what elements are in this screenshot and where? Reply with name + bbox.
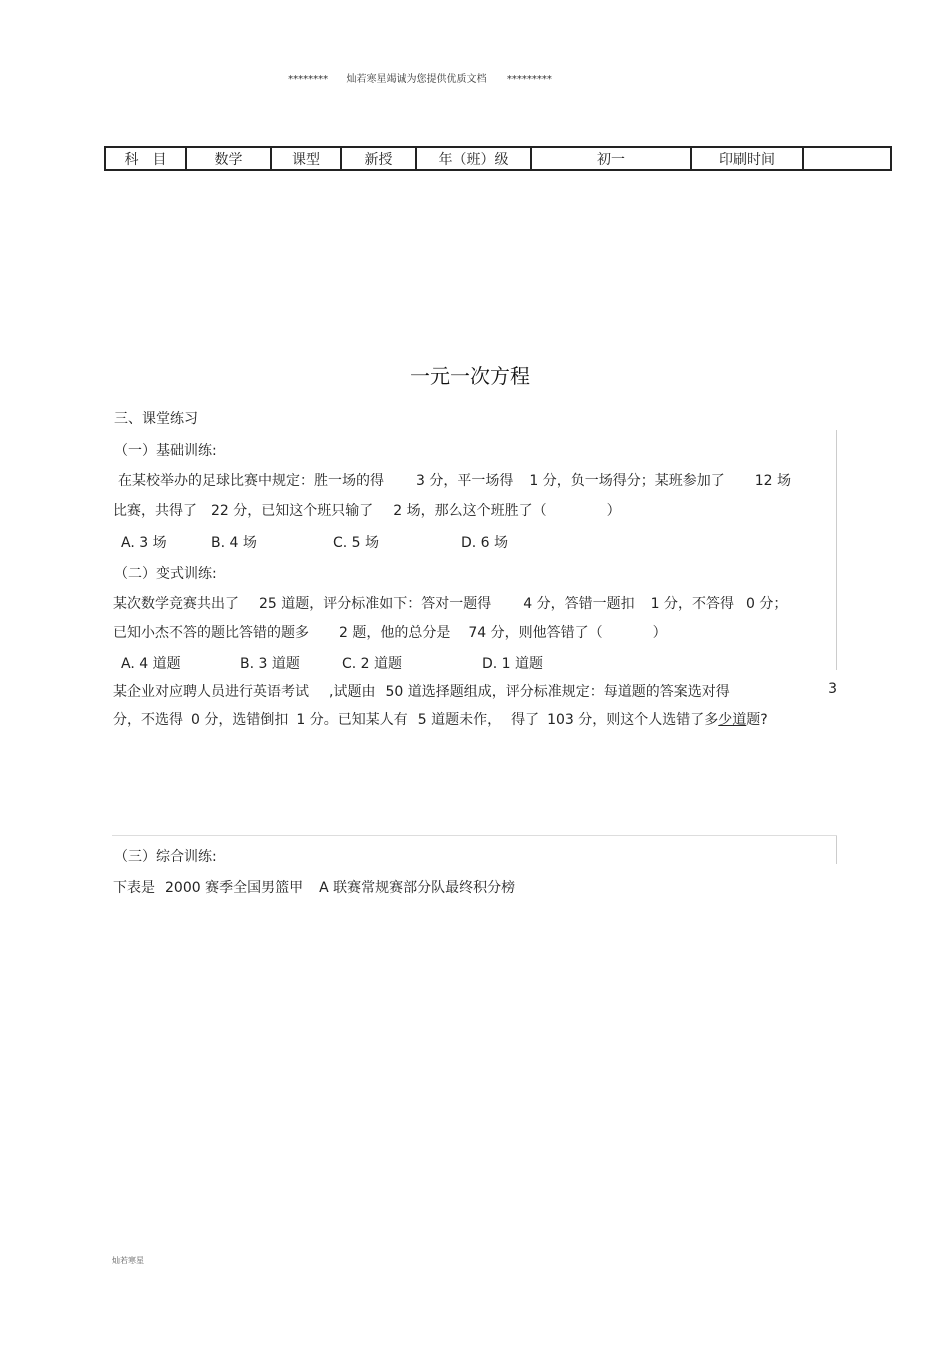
part1-option-a: A. 3 场 [121,535,167,551]
part1-line1-c: 1 分，负一场得分；某班参加了 [529,473,725,489]
part2-line1-a: 某次数学竞赛共出了 [113,596,239,612]
part1-option-b: B. 4 场 [211,535,257,551]
part2-heading: （二）变式训练: [114,566,217,582]
cell-grade-label: 年（班）级 [416,147,531,170]
part2-line1-e: 0 分； [745,596,788,612]
cell-print-time-label: 印刷时间 [691,147,803,170]
document-title: 一元一次方程 [410,364,530,388]
part2-line2-d: ） [652,625,667,641]
part2-line2-a: 已知小杰不答的题比答错的题多 [113,625,309,641]
problem-line2-f: 103 分，则这个人选错了多 [547,712,719,728]
problem-line1-a: 某企业对应聘人员进行英语考试 [113,684,309,700]
part1-line1-a: 在某校举办的足球比赛中规定：胜一场的得 [118,473,384,489]
part3-line1-c: A 联赛常规赛部分队最终积分榜 [319,880,516,896]
cell-subject-label: 科 目 [105,147,186,170]
part2-option-a: A. 4 道题 [121,656,181,672]
part2-line1 [113,593,787,613]
part2-line2-c: 74 分，则他答错了（ [468,625,603,641]
frame-line-right [836,430,837,670]
part1-line2-c: 2 场，那么这个班胜了（ [393,503,547,519]
part2-line2-b: 2 题，他的总分是 [339,625,451,641]
page-header [0,70,840,85]
part2-line2 [113,622,667,642]
part3-heading: （三）综合训练: [114,849,217,865]
part1-line2-d: ） [606,503,621,519]
part1-option-d: D. 6 场 [461,535,509,551]
problem-line1-c: 50 道选择题组成，评分标准规定：每道题的答案选对得 [385,684,730,700]
problem-line2-g: 题? [746,712,768,728]
problem-line2-e: 得了 [511,712,540,728]
cell-lesson-type-label: 课型 [271,147,341,170]
part1-line1-b: 3 分，平一场得 [416,473,514,489]
part1-line2-b: 22 分，已知这个班只输了 [211,503,374,519]
part2-line1-b: 25 道题，评分标准如下：答对一题得 [259,596,492,612]
problem-line2-c: 1 分。已知某人有 [296,712,408,728]
cell-lesson-type-value: 新授 [341,147,416,170]
part1-option-c: C. 5 场 [333,535,380,551]
problem-line2-d: 5 道题未作， [417,712,502,728]
header-text: 灿若寒星竭诚为您提供优质文档 [346,74,487,85]
part1-line1-d: 12 场 [754,473,791,489]
cell-grade-value: 初一 [531,147,691,170]
part1-line1 [118,470,791,490]
problem-line1-d: 3 [828,681,837,697]
part2-problem-line2 [113,709,768,729]
part2-option-d: D. 1 道题 [482,656,544,672]
part1-line2-a: 比赛，共得了 [113,503,197,519]
header-stars-right: ********* [506,74,552,85]
problem-line2-b: 0 分，选错倒扣 [191,712,289,728]
part2-option-b: B. 3 道题 [240,656,300,672]
part2-line1-d: 1 分，不答得 [650,596,734,612]
part3-line1 [113,877,515,897]
problem-line2-underlined: 少道 [718,712,747,728]
part2-line1-c: 4 分，答错一题扣 [523,596,635,612]
course-info-table [104,146,892,171]
divider-line [112,835,837,836]
problem-line1-b: ,试题由 [329,684,376,700]
section-heading: 三、课堂练习 [114,411,198,427]
part1-line2 [113,500,621,520]
cell-print-time-value [803,147,891,170]
problem-line2-a: 分，不选得 [113,712,183,728]
frame-line-right-lower [836,836,837,864]
part1-heading: （一）基础训练: [114,443,217,459]
part2-problem-line1 [113,681,837,701]
page-footer: 灿若寒星 [112,1256,144,1265]
header-stars-left: ******** [288,74,329,85]
part2-option-c: C. 2 道题 [342,656,403,672]
part3-line1-b: 2000 赛季全国男篮甲 [165,880,304,896]
part3-line1-a: 下表是 [113,880,155,896]
cell-subject-value: 数学 [186,147,271,170]
